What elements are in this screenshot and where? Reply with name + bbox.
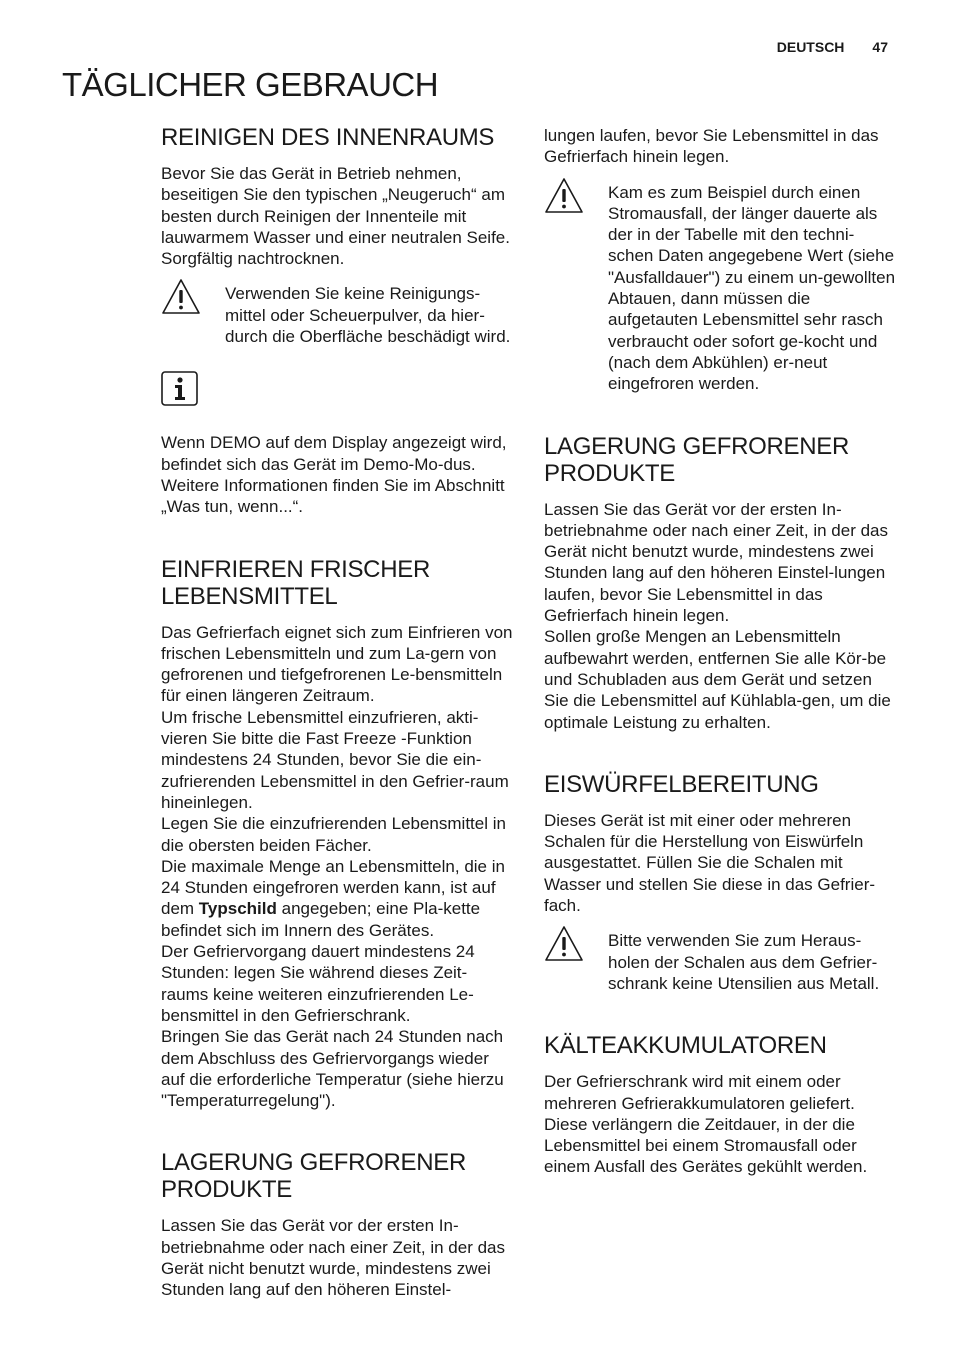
paragraph: Dieses Gerät ist mit einer oder mehreren Schalen für die Herstellung von Eiswürfeln ausgestattet. Füllen Sie die Schalen mit Wasser und stellen Sie diese in das Gefrier-fach. xyxy=(544,810,876,916)
warning-icon xyxy=(544,176,584,216)
section-heading-freezing: EINFRIEREN FRISCHER LEBENSMITTEL xyxy=(161,555,430,610)
paragraph: Um frische Lebensmittel einzufrieren, akti-vieren Sie bitte die Fast Freeze -Funktion mindestens 24 Stunden, bevor Sie die ein-zufrierenden Lebensmittel in den Gefrier-raum hineinlegen. xyxy=(161,707,509,812)
paragraph: Wenn DEMO auf dem Display angezeigt wird, befindet sich das Gerät im Demo-Mo-dus. Weitere Informationen finden Sie im Abschnitt „Was tun, wenn...“. xyxy=(161,433,507,517)
text-run: Die maximale Menge an Lebensmitteln, die in 24 Stunden eingefroren werden kann, ist auf dem xyxy=(161,856,505,919)
paragraph: Lassen Sie das Gerät vor der ersten In-betriebnahme oder nach einer Zeit, in der das Gerät nicht benutzt wurde, mindestens zwei Stunden lang auf den höheren Einstel-lungen laufen, bevor Sie Lebensmittel in das Gefrierfach hinein legen. xyxy=(544,499,888,626)
section-heading-cold-accumulators: KÄLTEAKKUMULATOREN xyxy=(544,1032,827,1060)
section-heading-storage: LAGERUNG GEFRORENER PRODUKTE xyxy=(161,1149,467,1204)
section-heading-ice-cubes: EISWÜRFELBEREITUNG xyxy=(544,770,819,798)
paragraph xyxy=(161,856,513,941)
paragraph: Bringen Sie das Gerät nach 24 Stunden nach dem Abschluss des Gefriervorgangs wieder auf die erforderliche Temperatur (siehe hierzu "Temperaturregelung"). xyxy=(161,1027,504,1111)
paragraph: Das Gefrierfach eignet sich zum Einfrieren von frischen Lebensmitteln und zum La-gern von gefrorenen und tiefgefrorenen Le-bensmitteln für einen längeren Zeitraum. xyxy=(161,622,513,706)
paragraph: Bevor Sie das Gerät in Betrieb nehmen, beseitigen Sie den typischen „Neugeruch“ am besten durch Reinigen der Innenteile mit lauwarmem Wasser und einer neutralen Seife. Sorgfältig nachtrocknen. xyxy=(161,164,510,269)
paragraph: Der Gefrierschrank wird mit einem oder mehreren Gefrierakkumulatoren geliefert. Diese verlängern die Zeitdauer, in der die Lebensmittel bei einem Stromausfall oder einem Ausfall des Gerätes gekühlt werden. xyxy=(544,1072,868,1177)
paragraph: lungen laufen, bevor Sie Lebensmittel in das Gefrierfach hinein legen. xyxy=(544,126,879,167)
paragraph: Der Gefriervorgang dauert mindestens 24 Stunden: legen Sie während dieses Zeit-raums keine weiteren einzufrierenden Le-bensmittel in den Gefrierschrank. xyxy=(161,942,475,1025)
paragraph: Sollen große Mengen an Lebensmitteln aufbewahrt werden, entfernen Sie alle Kör-be und Schubladen aus dem Gerät und setzen Sie die Lebensmittel auf Kühlabla-gen, um die optimale Leistung zu erhalten. xyxy=(544,627,891,732)
warning-note xyxy=(544,930,896,994)
left-column xyxy=(161,124,513,1301)
warning-text: Verwenden Sie keine Reinigungs-mittel oder Scheuerpulver, da hier-durch die Oberfläche beschädigt wird. xyxy=(225,284,511,347)
warning-text: Kam es zum Beispiel durch einen Stromausfall, der länger dauerte als der in der Tabelle mit den techni-schen Daten angegebene Wert (siehe "Ausfalldauer") zu einem un-gewollten Abtauen, dann müssen die aufgetauten Lebensmittel sehr rasch verbraucht oder sofort ge-kocht und (nach dem Abkühlen) er-neut eingefroren werden. xyxy=(608,182,896,394)
warning-icon xyxy=(544,924,584,964)
section-heading-cleaning: REINIGEN DES INNENRAUMS xyxy=(161,124,495,151)
warning-text: Bitte verwenden Sie zum Heraus-holen der Schalen aus dem Gefrier-schrank keine Utensilien aus Metall. xyxy=(608,931,880,993)
page-number: 47 xyxy=(872,39,888,55)
paragraph: Lassen Sie das Gerät vor der ersten In-betriebnahme oder nach einer Zeit, in der das Gerät nicht benutzt wurde, mindestens zwei Stunden lang auf den höheren Einstel- xyxy=(161,1216,505,1300)
info-icon xyxy=(161,371,198,406)
right-column xyxy=(544,125,896,1178)
text-run: angegeben; eine Pla-kette befindet sich im Innern des Gerätes. xyxy=(161,899,481,940)
rating-plate-term: Typschild xyxy=(198,899,277,919)
paragraph: Legen Sie die einzufrierenden Lebensmittel in die obersten beiden Fächer. xyxy=(161,814,506,855)
section-heading-storage: LAGERUNG GEFRORENER PRODUKTE xyxy=(544,432,850,487)
language-label: DEUTSCH xyxy=(776,39,845,55)
page-header xyxy=(777,39,888,55)
warning-note xyxy=(544,182,896,395)
page-title: TÄGLICHER GEBRAUCH xyxy=(62,66,439,103)
warning-note xyxy=(161,283,513,347)
warning-icon xyxy=(161,277,201,317)
